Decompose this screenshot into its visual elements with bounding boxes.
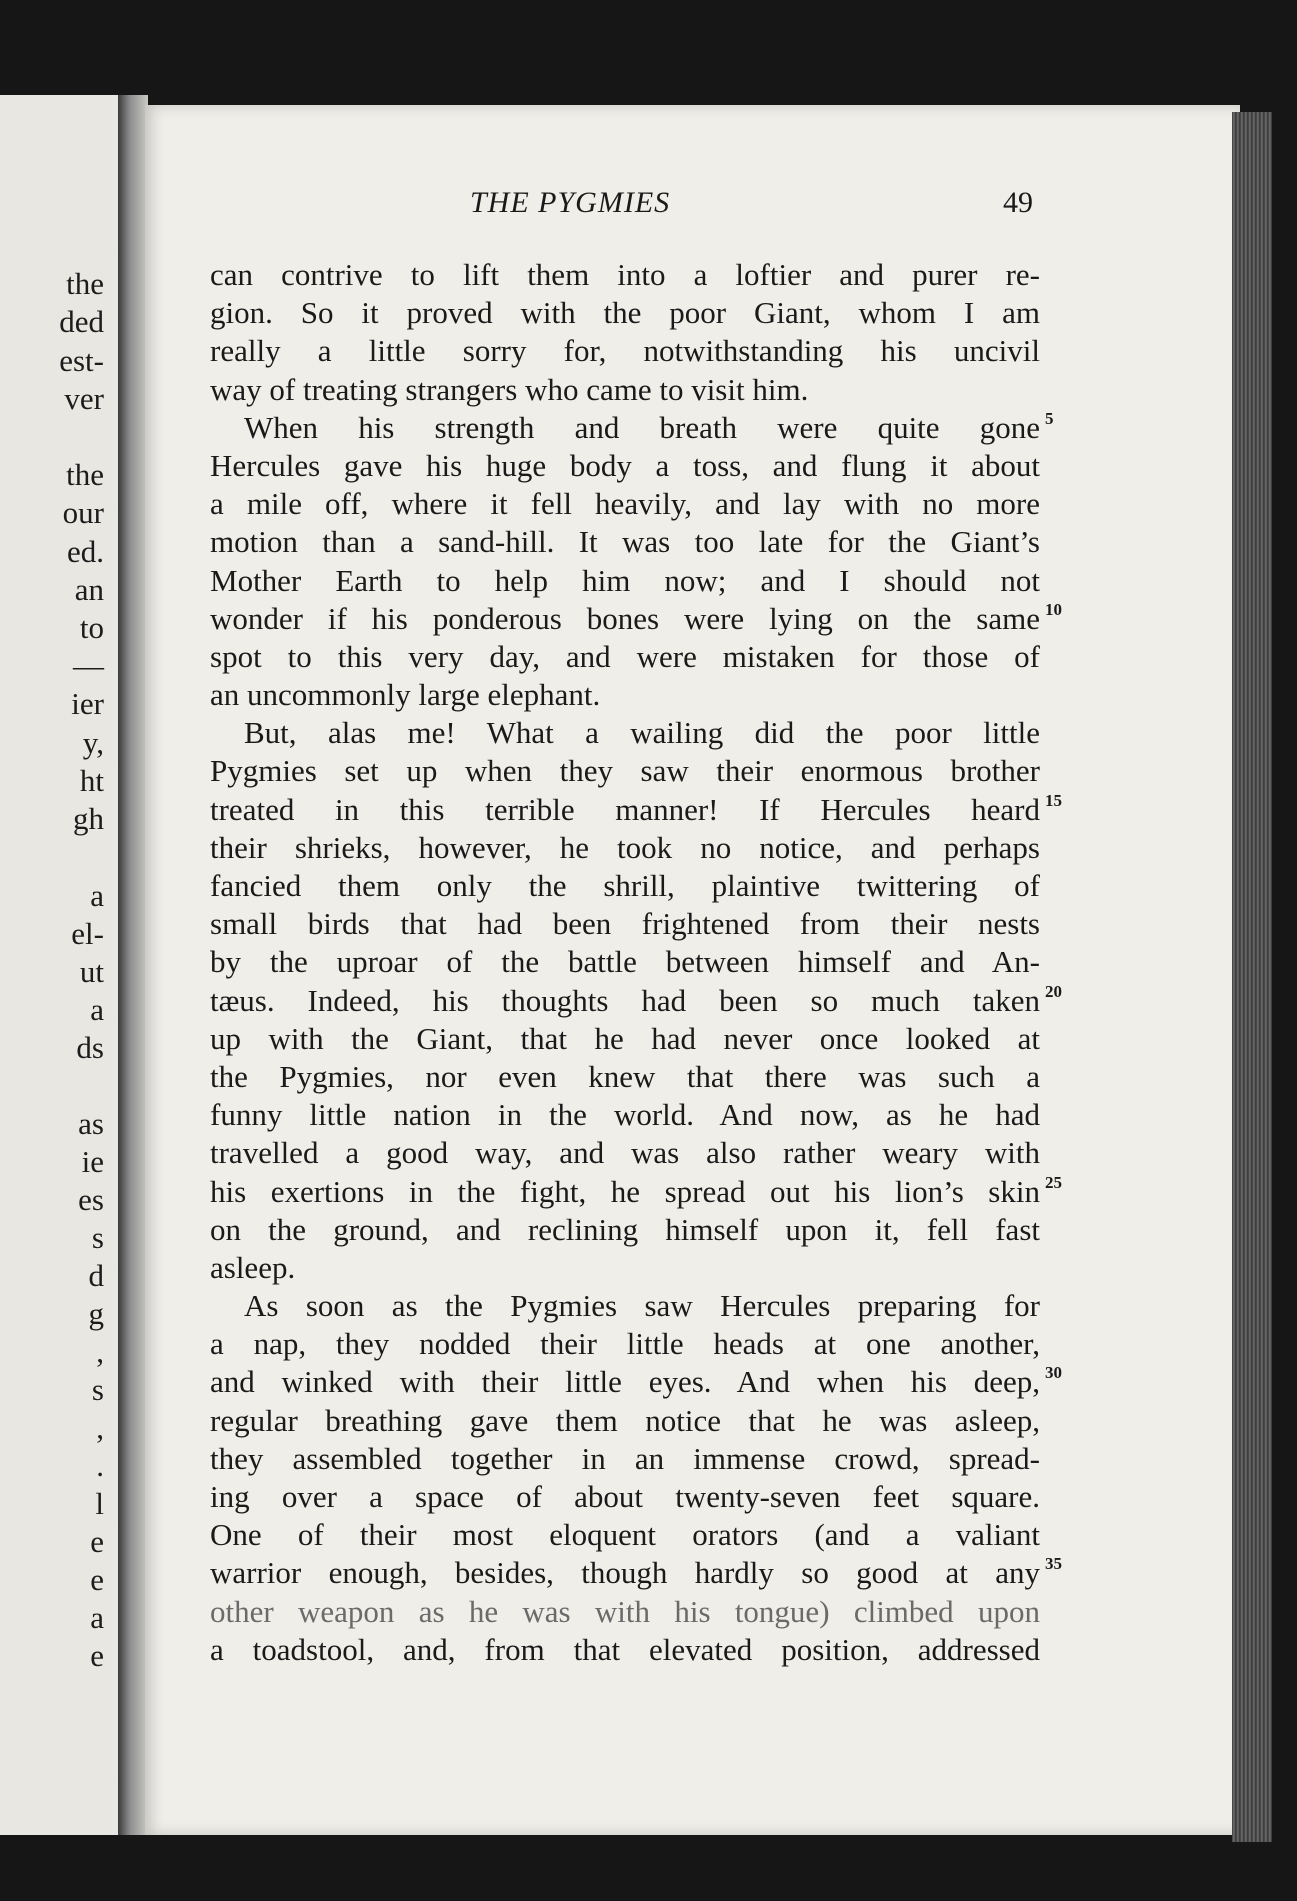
text-line	[210, 1631, 1040, 1669]
text-line	[210, 1554, 1062, 1592]
left-page-fragment: —	[73, 648, 104, 683]
text-line	[210, 981, 1062, 1020]
left-page-fragment: gh	[73, 801, 104, 836]
text-line-content: funny little nation in the world. And now, as he had	[210, 1097, 1040, 1133]
text-line	[210, 867, 1040, 905]
text-line-content: regular breathing gave them notice that he was asleep,	[210, 1402, 1040, 1438]
text-line-content: But, alas me! What a wailing did the poor little	[244, 715, 1040, 751]
text-line	[210, 1096, 1040, 1134]
text-line	[210, 408, 1054, 447]
left-page-fragment: ds	[76, 1030, 104, 1065]
page-edge	[1232, 112, 1272, 1842]
text-line	[210, 1402, 1040, 1440]
text-line	[210, 638, 1040, 676]
text-line-content: his exertions in the fight, he spread out his lion’s skin	[210, 1173, 1040, 1209]
text-line-content: a nap, they nodded their little heads at one another,	[210, 1326, 1040, 1362]
left-page-fragment: to	[79, 610, 104, 645]
text-line	[210, 676, 1040, 714]
text-line	[210, 562, 1040, 600]
text-line-content: tæus. Indeed, his thoughts had been so much taken	[210, 982, 1040, 1018]
text-line	[210, 599, 1062, 638]
text-line	[210, 294, 1040, 332]
left-page-fragment: g	[88, 1296, 104, 1331]
text-line	[210, 1478, 1040, 1516]
left-page-fragment: an	[74, 572, 104, 607]
left-page-fragment: a	[90, 878, 104, 913]
text-line-content: can contrive to lift them into a loftier and purer re-	[210, 257, 1040, 292]
text-line	[210, 1440, 1040, 1478]
text-line-content: they assembled together in an immense crowd, spread-	[210, 1440, 1040, 1476]
text-line	[210, 371, 1040, 409]
left-page-fragment: el-	[71, 916, 104, 951]
left-page-fragment: es	[78, 1182, 104, 1217]
line-number: 20	[1045, 981, 1062, 1001]
text-line-content: small birds that had been frightened from their nests	[210, 906, 1040, 942]
line-number: 30	[1045, 1363, 1062, 1383]
text-line	[210, 447, 1040, 485]
text-line-content: ing over a space of about twenty-seven feet square.	[210, 1479, 1040, 1514]
text-line	[210, 1363, 1062, 1401]
text-line-content: warrior enough, besides, though hardly so good at any	[210, 1555, 1040, 1591]
left-page-fragment: l	[95, 1486, 104, 1521]
left-page-fragment: ie	[81, 1144, 104, 1179]
text-line-content: Pygmies set up when they saw their enormous brother	[210, 753, 1040, 789]
text-line-content: a mile off, where it fell heavily, and lay with no more	[210, 486, 1040, 522]
left-page-fragment: ier	[71, 686, 104, 721]
text-line-content: the Pygmies, nor even knew that there was such a	[210, 1058, 1040, 1094]
text-line-content: fancied them only the shrill, plaintive twittering of	[210, 868, 1040, 903]
left-page-fragment: s	[91, 1372, 104, 1407]
left-page-fragment: y,	[82, 725, 104, 760]
text-line	[210, 256, 1040, 294]
left-facing-page	[0, 95, 124, 1835]
text-line-content: really a little sorry for, notwithstanding his uncivil	[210, 333, 1040, 369]
text-line-content: gion. So it proved with the poor Giant, whom I am	[210, 295, 1040, 331]
text-line-content: Hercules gave his huge body a toss, and flung it about	[210, 447, 1040, 483]
book-gutter	[118, 95, 148, 1835]
text-line-content: spot to this very day, and were mistaken for those of	[210, 638, 1040, 674]
text-line-content: motion than a sand-hill. It was too late for the Giant’s	[210, 524, 1040, 560]
left-page-fragment: e	[90, 1524, 104, 1559]
text-line	[210, 714, 1040, 752]
page-number: 49	[1003, 186, 1033, 219]
line-number: 35	[1045, 1554, 1062, 1574]
left-page-fragment: ,	[96, 1410, 104, 1445]
left-page-fragment: ver	[64, 381, 104, 416]
body-text	[210, 256, 1062, 1669]
running-title: THE PYGMIES	[470, 186, 671, 219]
text-line-content: an uncommonly large elephant.	[210, 677, 601, 713]
left-page-fragment: ht	[79, 763, 104, 798]
text-line	[210, 1172, 1062, 1211]
text-line	[210, 523, 1040, 561]
left-page-fragment: our	[62, 495, 104, 530]
line-number: 5	[1045, 408, 1054, 428]
left-page-fragment: the	[66, 266, 104, 301]
text-line	[210, 485, 1040, 523]
left-page-fragment: ,	[96, 1334, 104, 1369]
line-number: 25	[1045, 1172, 1062, 1192]
left-page-fragment: a	[90, 1600, 104, 1635]
text-line	[210, 332, 1040, 370]
text-line-content: Mother Earth to help him now; and I should not	[210, 562, 1040, 598]
left-page-fragment: a	[90, 992, 104, 1027]
text-line	[210, 1287, 1040, 1325]
left-page-fragment: e	[90, 1562, 104, 1597]
text-line	[210, 1325, 1040, 1363]
text-line	[210, 1593, 1040, 1631]
text-line-content: way of treating strangers who came to visit him.	[210, 371, 809, 407]
text-line-content: and winked with their little eyes. And when his deep,	[210, 1364, 1040, 1400]
left-page-fragment: ded	[59, 304, 104, 339]
text-line	[210, 943, 1040, 981]
left-page-fragment: e	[90, 1638, 104, 1673]
text-line	[210, 1516, 1040, 1554]
text-line-content: a toadstool, and, from that elevated position, addressed	[210, 1631, 1040, 1667]
text-line-content: travelled a good way, and was also rather weary with	[210, 1135, 1040, 1171]
left-page-fragment: ed.	[66, 534, 104, 569]
left-page-fragment: s	[91, 1220, 104, 1255]
text-line-content: treated in this terrible manner! If Hercules heard	[210, 791, 1040, 827]
text-line	[210, 1020, 1040, 1058]
line-number: 15	[1045, 790, 1062, 810]
line-number: 10	[1045, 599, 1062, 619]
text-line-content: up with the Giant, that he had never once looked at	[210, 1020, 1040, 1056]
text-line	[210, 829, 1040, 867]
text-line-content: As soon as the Pygmies saw Hercules preparing for	[244, 1288, 1040, 1324]
text-line	[210, 1211, 1040, 1249]
text-line-content: One of their most eloquent orators (and a valiant	[210, 1517, 1040, 1553]
text-line-content: wonder if his ponderous bones were lying on the same	[210, 600, 1040, 636]
text-line	[210, 1249, 1040, 1287]
text-line-content: When his strength and breath were quite gone	[244, 409, 1040, 445]
text-line-content: on the ground, and reclining himself upon it, fell fast	[210, 1211, 1040, 1247]
text-line-content: other weapon as he was with his tongue) climbed upon	[210, 1593, 1040, 1629]
left-page-fragment: est-	[59, 343, 104, 378]
text-line-content: by the uproar of the battle between himself and An-	[210, 944, 1040, 980]
text-line	[210, 1134, 1040, 1172]
left-page-fragment: .	[96, 1448, 104, 1483]
left-page-fragment: the	[66, 457, 104, 492]
running-head	[0, 186, 1297, 226]
text-line	[210, 790, 1062, 829]
text-line-content: asleep.	[210, 1249, 296, 1285]
text-line-content: their shrieks, however, he took no notice, and perhaps	[210, 829, 1040, 865]
text-line	[210, 905, 1040, 943]
left-page-fragment: d	[88, 1258, 104, 1293]
left-page-fragment: ut	[79, 954, 104, 989]
text-line	[210, 1058, 1040, 1096]
left-page-fragment: as	[78, 1106, 104, 1141]
text-line	[210, 752, 1040, 790]
